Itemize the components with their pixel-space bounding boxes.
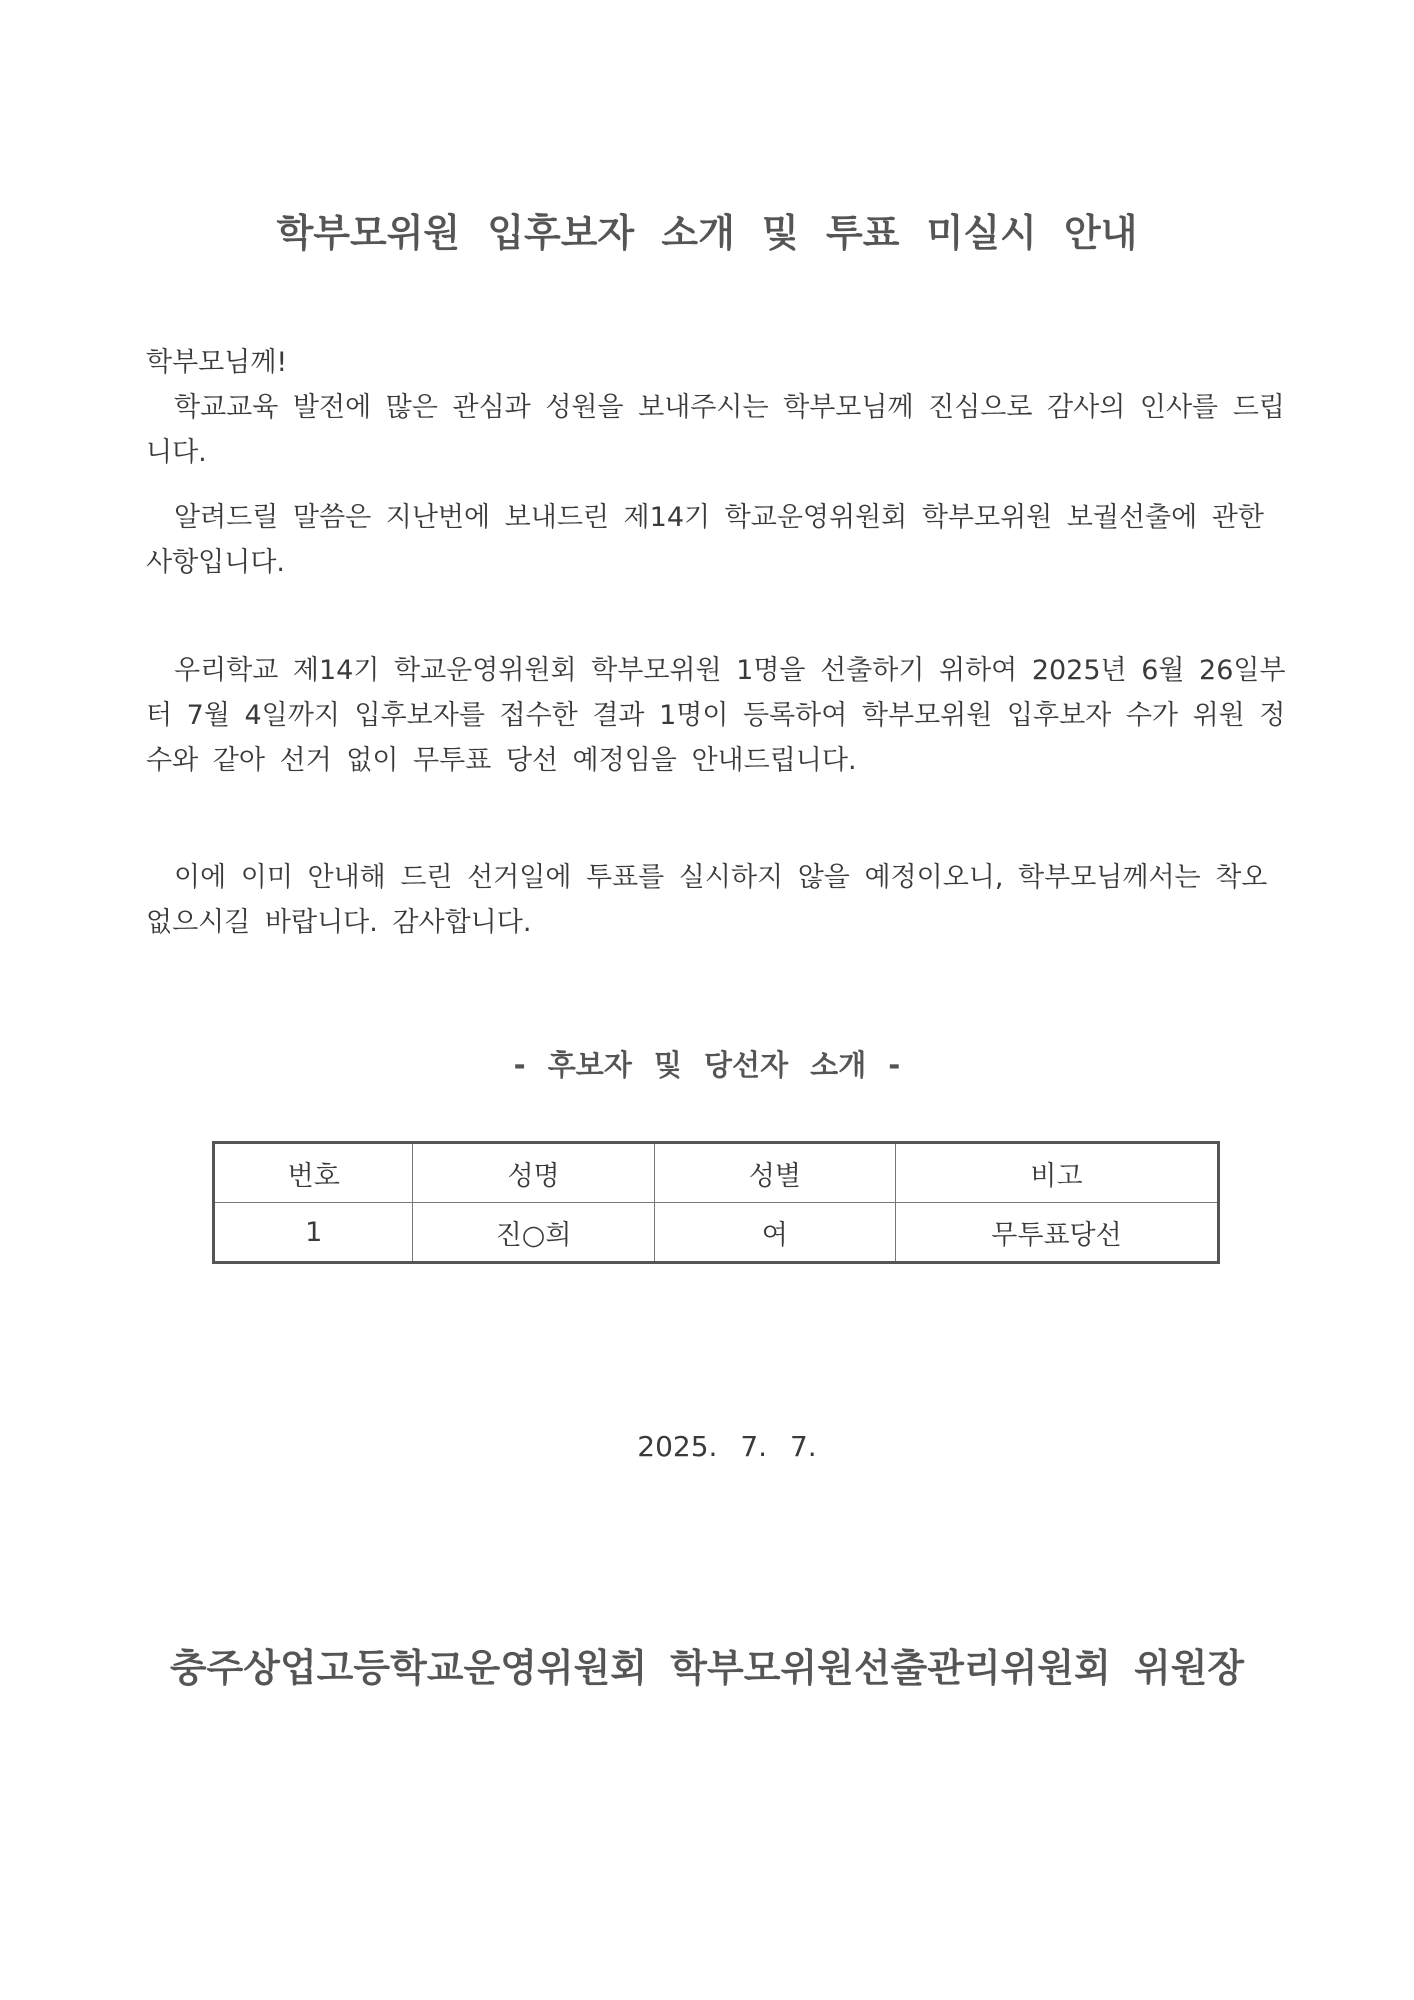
paragraph-thanks: 학교교육 발전에 많은 관심과 성원을 보내주시는 학부모님께 진심으로 감사의 인사를 드립니다.	[146, 392, 1285, 468]
cell-number: 1	[214, 1203, 413, 1263]
cell-name: 진○희	[413, 1203, 654, 1263]
paragraph-no-vote: 이에 이미 안내해 드린 선거일에 투표를 실시하지 않을 예정이오니, 학부모님께서는 착오 없으시길 바랍니다. 감사합니다.	[146, 862, 1268, 938]
header-note: 비고	[895, 1143, 1218, 1203]
table-row	[214, 1203, 1219, 1263]
signature-line: 충주상업고등학교운영위원회 학부모위원선출관리위원회 위원장	[169, 1646, 1245, 1690]
header-gender: 성별	[654, 1143, 895, 1203]
header-name: 성명	[413, 1143, 654, 1203]
paragraph-subject: 알려드릴 말씀은 지난번에 보내드린 제14기 학교운영위원회 학부모위원 보궐선출에 관한 사항입니다.	[146, 502, 1264, 578]
candidate-table	[212, 1141, 1220, 1264]
paragraph-result: 우리학교 제14기 학교운영위원회 학부모위원 1명을 선출하기 위하여 2025년 6월 26일부터 7월 4일까지 입후보자를 접수한 결과 1명이 등록하여 학부모위원 입후보자 수가 위원 정수와 같아 선거 없이 무투표 당선 예정임을 안내드립니다.	[146, 655, 1286, 776]
section-heading: - 후보자 및 당선자 소개 -	[513, 1048, 901, 1082]
document-date: 2025. 7. 7.	[637, 1430, 817, 1463]
cell-note: 무투표당선	[895, 1203, 1218, 1263]
greeting: 학부모님께!	[146, 347, 288, 378]
cell-gender: 여	[654, 1203, 895, 1263]
document-title: 학부모위원 입후보자 소개 및 투표 미실시 안내	[276, 211, 1138, 255]
table-header-row	[214, 1143, 1219, 1203]
header-number: 번호	[214, 1143, 413, 1203]
